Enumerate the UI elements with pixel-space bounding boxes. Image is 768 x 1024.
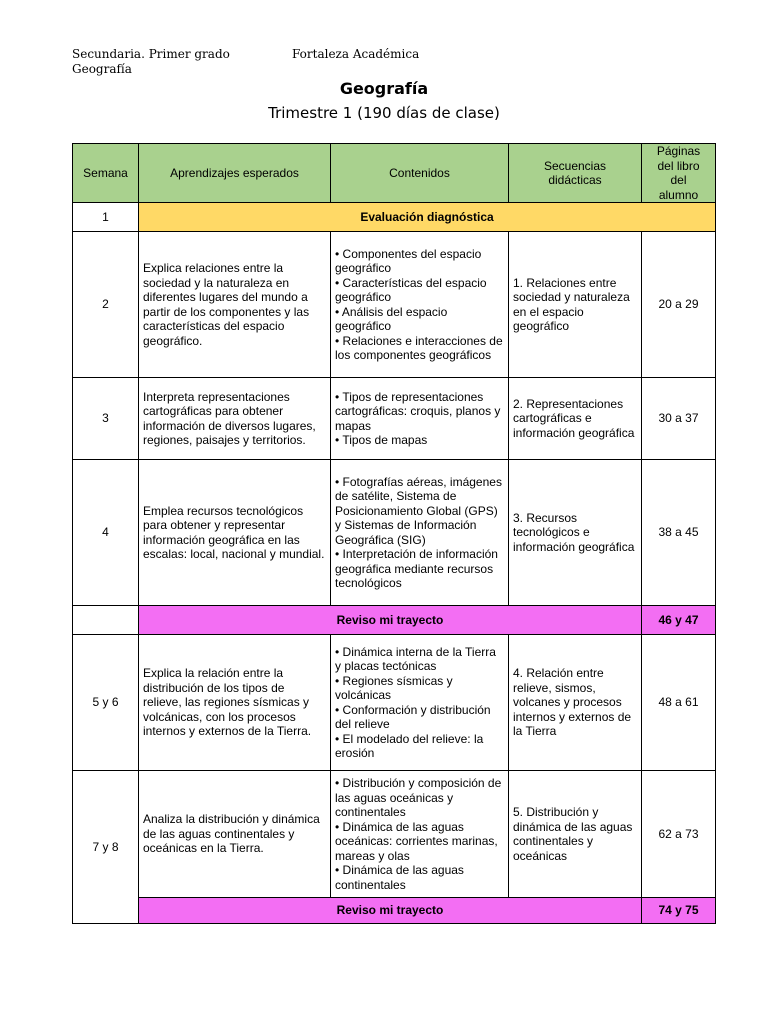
paginas-cell: 62 a 73 [642,771,716,898]
table-row [73,771,716,898]
contenidos-cell [331,378,509,460]
aprendizaje-cell: Analiza la distribución y dinámica de las aguas continentales y oceánicas en la Tierra. [139,771,331,898]
paginas-cell: 30 a 37 [642,378,716,460]
header-program: Fortaleza Académica [292,47,420,61]
header-cell-paginas: Páginas del libro del alumno [642,144,716,203]
week-cell: 2 [73,232,139,378]
week-cell: 7 y 8 [73,771,139,924]
secuencia-cell: 1. Relaciones entre sociedad y naturaleza en el espacio geográfico [509,232,642,378]
reviso-paginas: 46 y 47 [642,606,716,635]
contenido-item: • Relaciones e interacciones de los componentes geográficos [335,333,503,362]
aprendizaje-cell: Interpreta representaciones cartográficas para obtener información de diversos lugares, regiones, paisajes y territorios. [139,378,331,460]
header-cell-semana: Semana [73,144,139,203]
secuencia-cell: 3. Recursos tecnológicos e información geográfica [509,460,642,606]
contenido-item: • Regiones sísmicas y volcánicas [335,673,453,702]
reviso-paginas: 74 y 75 [642,898,716,924]
contenido-item: • Dinámica interna de la Tierra y placas tectónicas [335,644,496,673]
contenido-item: • Distribución y composición de las aguas oceánicas y continentales [335,776,502,819]
contenido-item: • Fotografías aéreas, imágenes de satélite, Sistema de Posicionamiento Global (GPS) y Sistemas de Información Geográfica (SIG) [335,474,502,547]
paginas-cell: 20 a 29 [642,232,716,378]
contenidos-cell [331,232,509,378]
schedule-table [72,143,716,924]
table-row [73,232,716,378]
header-grade: Secundaria. Primer grado [72,47,230,61]
contenidos-cell [331,771,509,898]
header-cell-secuencias: Secuencias didácticas [509,144,642,203]
contenido-item: • Conformación y distribución del relieve [335,702,491,731]
header-cell-aprendizajes: Aprendizajes esperados [139,144,331,203]
secuencia-cell: 2. Representaciones cartográficas e información geográfica [509,378,642,460]
contenido-item: • Dinámica de las aguas oceánicas: corrientes marinas, mareas y olas [335,819,498,863]
contenido-item: • Análisis del espacio geográfico [335,304,448,333]
table-row-evaluacion [73,203,716,232]
header-cell-contenidos: Contenidos [331,144,509,203]
table-row [73,635,716,771]
page-subtitle: Trimestre 1 (190 días de clase) [268,104,500,122]
paginas-cell: 38 a 45 [642,460,716,606]
aprendizaje-cell: Explica relaciones entre la sociedad y la naturaleza en diferentes lugares del mundo a partir de los componentes y las características del espacio geográfico. [139,232,331,378]
contenido-item: • Tipos de representaciones cartográficas: croquis, planos y mapas [335,389,501,433]
header-subject: Geografía [72,62,132,76]
reviso-band: Reviso mi trayecto [139,898,642,924]
secuencia-cell: 5. Distribución y dinámica de las aguas continentales y oceánicas [509,771,642,898]
week-cell: 5 y 6 [73,635,139,771]
page-title: Geografía [339,79,429,98]
secuencia-cell: 4. Relación entre relieve, sismos, volcanes y procesos internos y externos de la Tierra [509,635,642,771]
table-row-reviso [73,606,716,635]
evaluacion-band: Evaluación diagnóstica [139,203,716,232]
table-row [73,460,716,606]
contenido-item: • Dinámica de las aguas continentales [335,863,464,892]
contenido-item: • El modelado del relieve: la erosión [335,731,484,760]
reviso-band: Reviso mi trayecto [139,606,642,635]
aprendizaje-cell: Emplea recursos tecnológicos para obtener y representar información geográfica en las escalas: local, nacional y mundial. [139,460,331,606]
contenido-item: • Tipos de mapas [335,433,428,447]
contenidos-cell [331,460,509,606]
aprendizaje-cell: Explica la relación entre la distribución de los tipos de relieve, las regiones sísmicas y volcánicas, con los procesos internos y externos de la Tierra. [139,635,331,771]
contenido-item: • Componentes del espacio geográfico [335,246,482,275]
table-header-row [73,144,716,203]
contenido-item: • Interpretación de información geográfica mediante recursos tecnológicos [335,547,498,590]
week-cell: 1 [73,203,139,232]
week-cell-empty [73,606,139,635]
week-cell: 4 [73,460,139,606]
contenidos-cell [331,635,509,771]
contenido-item: • Características del espacio geográfico [335,275,487,304]
week-cell: 3 [73,378,139,460]
table-row-reviso [73,898,716,924]
paginas-cell: 48 a 61 [642,635,716,771]
table-row [73,378,716,460]
